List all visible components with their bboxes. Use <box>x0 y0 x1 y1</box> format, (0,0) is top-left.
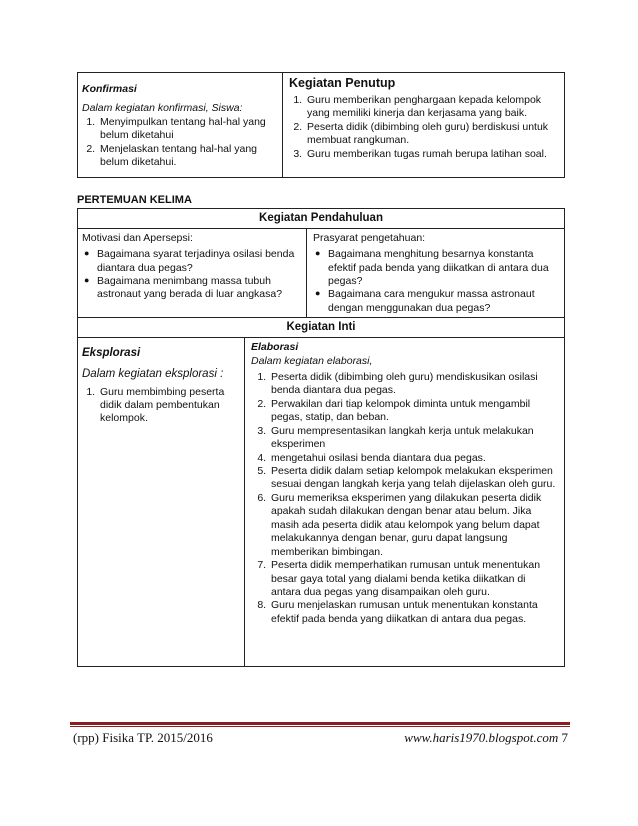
prasyarat-cell <box>307 228 565 318</box>
penutup-item: 3. Guru memberikan tugas rumah berupa latihan soal. <box>305 148 558 161</box>
inti-body <box>78 338 565 667</box>
motivasi-item: ● Bagaimana menimbang massa tubuh astronaut yang berada di luar angkasa? <box>97 275 302 302</box>
elaborasi-item: 2. Perwakilan dari tiap kelompok diminta untuk mengambil pegas, statip, dan beban. <box>269 398 558 425</box>
konfirmasi-item: 2. Menjelaskan tentang hal-hal yang belum diketahui. <box>98 143 278 170</box>
footer-right <box>404 730 568 747</box>
motivasi-cell <box>78 228 307 318</box>
elaborasi-item: 1. Peserta didik (dibimbing oleh guru) mendiskusikan osilasi benda diantara dua pegas. <box>269 371 558 398</box>
eksplorasi-cell <box>78 338 245 666</box>
section-title: PERTEMUAN KELIMA <box>77 194 192 206</box>
konfirmasi-item: 1. Menyimpulkan tentang hal-hal yang belum diketahui <box>98 116 278 143</box>
motivasi-item: ● Bagaimana syarat terjadinya osilasi benda diantara dua pegas? <box>97 248 302 275</box>
elaborasi-cell <box>245 338 565 666</box>
konfirmasi-intro: Dalam kegiatan konfirmasi, Siswa: <box>82 102 243 115</box>
main-table <box>77 208 565 667</box>
elaborasi-item: 5. Peserta didik dalam setiap kelompok melakukan eksperimen sesuai dengan langkah kerja yang telah dijelaskan oleh guru. <box>269 465 558 492</box>
footer-left: (rpp) Fisika TP. 2015/2016 <box>73 730 213 745</box>
pendahuluan-header: Kegiatan Pendahuluan <box>78 209 565 229</box>
motivasi-label: Motivasi dan Apersepsi: <box>82 231 193 244</box>
inti-inner-table <box>78 338 564 666</box>
penutup-item: 1. Guru memberikan penghargaan kepada kelompok yang memiliki kinerja dan kerjasama yang baik. <box>305 94 558 121</box>
footer-rule-thin <box>70 726 570 727</box>
konfirmasi-cell <box>78 73 283 178</box>
prasyarat-label: Prasyarat pengetahuan: <box>313 231 426 244</box>
eksplorasi-intro: Dalam kegiatan eksplorasi : <box>82 367 224 380</box>
footer-url: www.haris1970.blogspot.com <box>404 730 559 745</box>
page-number: 7 <box>561 730 568 745</box>
elaborasi-item: 4. mengetahui osilasi benda diantara dua pegas. <box>269 452 558 465</box>
inti-header: Kegiatan Inti <box>78 318 565 338</box>
footer-rule <box>70 722 570 725</box>
prasyarat-item: ● Bagaimana menghitung besarnya konstanta efektif pada benda yang diikatkan di antara dua pegas? <box>328 248 560 288</box>
elaborasi-item: 3. Guru mempresentasikan langkah kerja untuk melakukan eksperimen <box>269 425 558 452</box>
penutup-title: Kegiatan Penutup <box>289 76 396 90</box>
elaborasi-item: 7. Peserta didik memperhatikan rumusan untuk menentukan besar gaya total yang dialami benda ketika diikatkan di antara dua pegas yang disampaikan oleh guru. <box>269 559 558 599</box>
penutup-cell <box>283 73 565 178</box>
elaborasi-item: 8. Guru menjelaskan rumusan untuk menentukan konstanta efektif pada benda yang diikatkan di antara dua pegas. <box>269 599 558 626</box>
penutup-item: 2. Peserta didik (dibimbing oleh guru) berdiskusi untuk membuat rangkuman. <box>305 121 558 148</box>
elaborasi-item: 6. Guru memeriksa eksperimen yang dilakukan peserta didik apakah sudah dilakukan dengan benar atau belum. Jika masih ada peserta didik atau kelompok yang belum dapat melakukannya dengan benar, guru dapat langsung memberikan bimbingan. <box>269 492 558 559</box>
prasyarat-item: ● Bagaimana cara mengukur massa astronaut dengan menggunakan dua pegas? <box>328 288 560 315</box>
top-table <box>77 72 565 178</box>
elaborasi-intro: Dalam kegiatan elaborasi, <box>251 354 373 367</box>
eksplorasi-title: Eksplorasi <box>82 347 141 360</box>
konfirmasi-title: Konfirmasi <box>82 83 137 95</box>
elaborasi-title: Elaborasi <box>251 341 299 354</box>
eksplorasi-item: 1. Guru membimbing peserta didik dalam pembentukan kelompok. <box>98 386 240 426</box>
